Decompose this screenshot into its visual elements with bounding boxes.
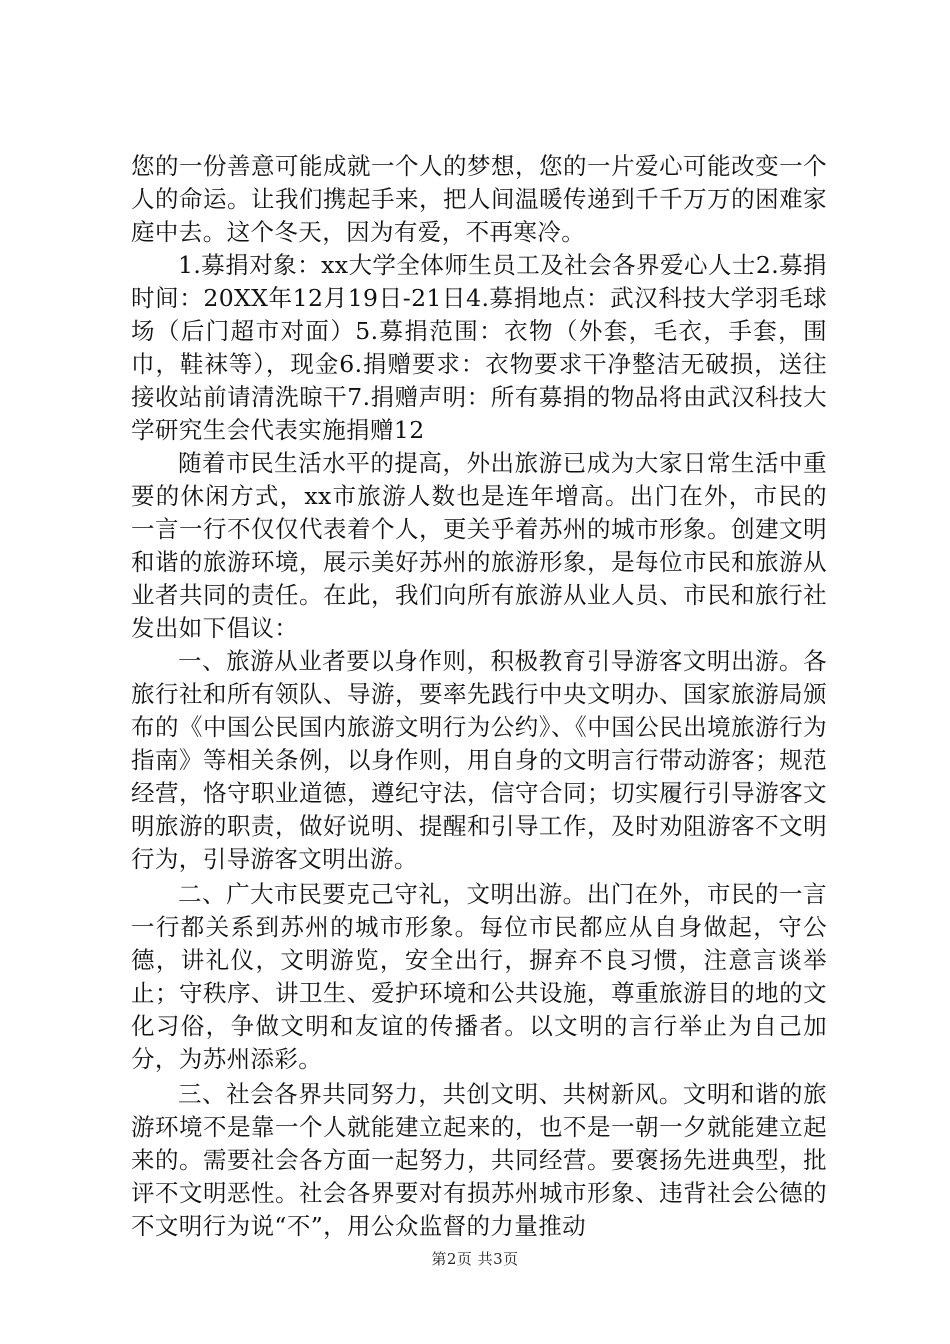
paragraph-proposal-three: 三、社会各界共同努力，共创文明、共树新风。文明和谐的旅游环境不是靠一个人就能建立起来的，也不是一朝一夕就能建立起来的。需要社会各方面一起努力，共同经营。要褒扬先进典型，批评不文明恶性。社会各界要对有损苏州城市形象、违背社会公德的不文明行为说“不”，用公众监督的力量推动 bbox=[131, 1080, 827, 1240]
document-body bbox=[131, 150, 827, 1243]
paragraph-proposal-one: 一、旅游从业者要以身作则，积极教育引导游客文明出游。各旅行社和所有领队、导游，要率先践行中央文明办、国家旅游局颁布的《中国公民国内旅游文明行为公约》、《中国公民出境旅游行为指南》等相关条例，以身作则，用自身的文明言行带动游客；规范经营，恪守职业道德，遵纪守法，信守合同；切实履行引导游客文明旅游的职责，做好说明、提醒和引导工作，及时劝阻游客不文明行为，引导游客文明出游。 bbox=[131, 647, 827, 873]
paragraph-closing-appeal: 您的一份善意可能成就一个人的梦想，您的一片爱心可能改变一个人的命运。让我们携起手来，把人间温暖传递到千千万万的困难家庭中去。这个冬天，因为有爱，不再寒冷。 bbox=[131, 152, 827, 246]
paragraph-tourism-intro: 随着市民生活水平的提高，外出旅游已成为大家日常生活中重要的休闲方式，xx市旅游人数也是连年增高。出门在外，市民的一言一行不仅仅代表着个人，更关乎着苏州的城市形象。创建文明和谐的旅游环境，展示美好苏州的旅游形象，是每位市民和旅游从业者共同的责任。在此，我们向所有旅游从业人员、市民和旅行社发出如下倡议： bbox=[131, 449, 827, 642]
paragraph-proposal-two: 二、广大市民要克己守礼，文明出游。出门在外，市民的一言一行都关系到苏州的城市形象。每位市民都应从自身做起，守公德，讲礼仪，文明游览，安全出行，摒弃不良习惯，注意言谈举止；守秩序、讲卫生、爱护环境和公共设施，尊重旅游目的地的文化习俗，争做文明和友谊的传播者。以文明的言行举止为自己加分，为苏州添彩。 bbox=[131, 880, 827, 1073]
paragraph-donation-details: 1.募捐对象：xx大学全体师生员工及社会各界爱心人士2.募捐时间：20XX年12月19日-21日4.募捐地点：武汉科技大学羽毛球场（后门超市对面）5.募捐范围：衣物（外套，毛衣，手套，围巾，鞋袜等），现金6.捐赠要求：衣物要求干净整洁无破损，送往接收站前请清洗晾干7.捐赠声明：所有募捐的物品将由武汉科技大学研究生会代表实施捐赠12 bbox=[131, 251, 827, 444]
page-number-footer: 第2页 共3页 bbox=[431, 1250, 519, 1268]
